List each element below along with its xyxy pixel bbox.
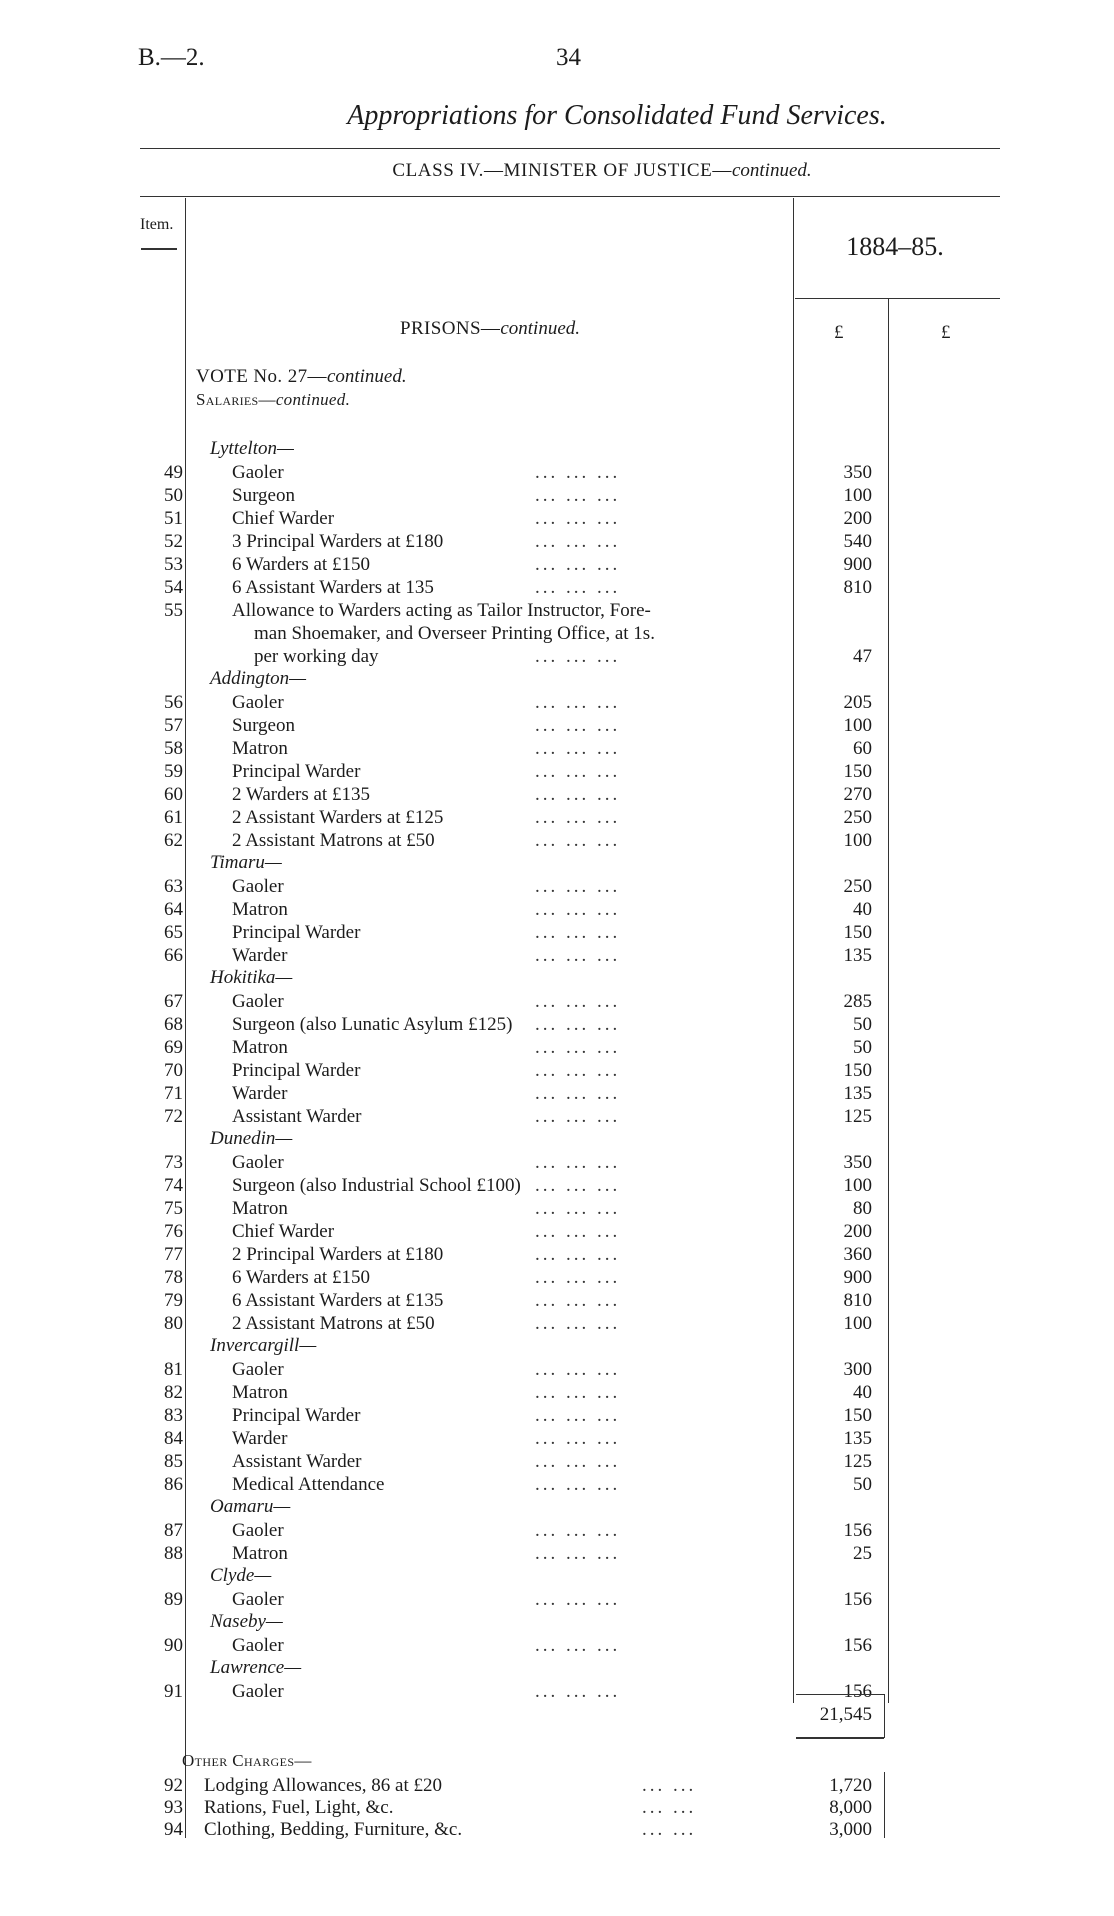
leader-dots: ... ... ...	[535, 1681, 621, 1702]
leader-dots: ... ... ...	[535, 784, 621, 805]
total-bottom-rule	[796, 1737, 884, 1739]
leader-dots: ... ... ...	[535, 991, 621, 1012]
table-row	[0, 1036, 1114, 1059]
table-row	[0, 1473, 1114, 1496]
item-description: Gaoler	[232, 1152, 284, 1173]
currency-header-2: £	[941, 322, 951, 343]
table-row	[0, 1358, 1114, 1381]
item-description: Chief Warder	[232, 508, 335, 529]
table-row	[0, 875, 1114, 898]
item-description: Gaoler	[232, 876, 284, 897]
table-row	[0, 1174, 1114, 1197]
item-amount: 135	[843, 1083, 872, 1104]
leader-dots: ... ... ...	[535, 1014, 621, 1035]
item-number: 61	[164, 807, 183, 828]
table-row	[0, 1588, 1114, 1611]
item-number: 75	[164, 1198, 183, 1219]
prison-subheading: Hokitika—	[210, 967, 293, 988]
item-number: 84	[164, 1428, 183, 1449]
item-description: Assistant Warder	[232, 1451, 362, 1472]
item-number: 78	[164, 1267, 183, 1288]
item-amount: 285	[843, 991, 872, 1012]
currency-header-1: £	[834, 322, 844, 343]
item-number: 63	[164, 876, 183, 897]
leader-dots: ... ... ...	[535, 1428, 621, 1449]
other-charges-heading: Other Charges—	[182, 1751, 312, 1770]
item-amount: 156	[843, 1635, 872, 1656]
item-amount: 200	[843, 508, 872, 529]
leader-dots: ... ... ...	[535, 531, 621, 552]
item-number: 62	[164, 830, 183, 851]
leader-dots: ... ... ...	[535, 1313, 621, 1334]
item-number: 80	[164, 1313, 183, 1334]
item-description: Gaoler	[232, 462, 284, 483]
item-number: 60	[164, 784, 183, 805]
item-amount: 900	[843, 1267, 872, 1288]
item-number: 87	[164, 1520, 183, 1541]
item-description: Allowance to Warders acting as Tailor Instructor, Fore-	[232, 600, 651, 621]
leader-dots: ... ... ...	[535, 1382, 621, 1403]
leader-dots: ... ... ...	[535, 1060, 621, 1081]
item-amount: 50	[853, 1037, 872, 1058]
table-row	[0, 1774, 1114, 1797]
leader-dots: ... ... ...	[535, 1175, 621, 1196]
item-header-dash	[141, 248, 177, 250]
table-row	[0, 1404, 1114, 1427]
item-number: 86	[164, 1474, 183, 1495]
leader-dots: ... ... ...	[535, 1589, 621, 1610]
leader-dots: ... ... ...	[535, 1198, 621, 1219]
item-amount: 150	[843, 761, 872, 782]
leader-dots: ... ... ...	[535, 1244, 621, 1265]
item-amount: 125	[843, 1451, 872, 1472]
leader-dots: ... ... ...	[535, 508, 621, 529]
item-description: 3 Principal Warders at £180	[232, 531, 444, 552]
table-row	[0, 1243, 1114, 1266]
item-description: 6 Warders at £150	[232, 554, 370, 575]
table-row	[0, 1105, 1114, 1128]
item-amount: 540	[843, 531, 872, 552]
table-row	[0, 530, 1114, 553]
page-title: Appropriations for Consolidated Fund Services.	[347, 100, 887, 131]
item-description: man Shoemaker, and Overseer Printing Office, at 1s.	[254, 623, 655, 644]
item-amount: 150	[843, 1060, 872, 1081]
section-title: PRISONS—	[399, 318, 501, 339]
leader-dots: ... ... ...	[535, 1359, 621, 1380]
vote-number: VOTE No. 27—	[196, 366, 327, 387]
table-row	[0, 760, 1114, 783]
item-description: Gaoler	[232, 1589, 284, 1610]
class-heading-main: CLASS IV.—MINISTER OF JUSTICE—	[392, 160, 732, 181]
salaries-total: 21,545	[819, 1704, 872, 1725]
table-row	[0, 622, 1114, 645]
table-row	[0, 990, 1114, 1013]
item-amount: 50	[853, 1474, 872, 1495]
item-amount: 250	[843, 807, 872, 828]
item-amount: 270	[843, 784, 872, 805]
table-row	[0, 1427, 1114, 1450]
item-description: 6 Assistant Warders at £135	[232, 1290, 444, 1311]
document-reference: B.—2.	[138, 44, 205, 71]
item-description: Gaoler	[232, 1635, 284, 1656]
prison-subheading: Invercargill—	[210, 1335, 317, 1356]
item-amount: 150	[843, 922, 872, 943]
item-description: Warder	[232, 1083, 288, 1104]
item-amount: 810	[843, 1290, 872, 1311]
item-number: 70	[164, 1060, 183, 1081]
leader-dots: ... ... ...	[535, 646, 621, 667]
prison-subheading: Naseby—	[210, 1611, 283, 1632]
item-description: Gaoler	[232, 1681, 284, 1702]
item-amount: 250	[843, 876, 872, 897]
item-description: Warder	[232, 1428, 288, 1449]
table-row	[0, 599, 1114, 622]
table-row	[0, 921, 1114, 944]
item-description: Gaoler	[232, 1359, 284, 1380]
item-amount: 40	[853, 1382, 872, 1403]
leader-dots: ... ... ...	[535, 485, 621, 506]
item-number: 58	[164, 738, 183, 759]
item-amount: 50	[853, 1014, 872, 1035]
item-amount: 350	[843, 462, 872, 483]
leader-dots: ... ...	[642, 1819, 697, 1840]
table-row	[0, 898, 1114, 921]
leader-dots: ... ... ...	[535, 1405, 621, 1426]
item-description: Matron	[232, 738, 288, 759]
item-number: 72	[164, 1106, 183, 1127]
table-row	[0, 1542, 1114, 1565]
item-description: Principal Warder	[232, 922, 361, 943]
item-amount: 360	[843, 1244, 872, 1265]
item-amount: 125	[843, 1106, 872, 1127]
item-number: 53	[164, 554, 183, 575]
prison-subheading: Oamaru—	[210, 1496, 291, 1517]
item-number: 90	[164, 1635, 183, 1656]
leader-dots: ... ... ...	[535, 577, 621, 598]
item-description: per working day	[254, 646, 379, 667]
item-number: 52	[164, 531, 183, 552]
item-amount: 900	[843, 554, 872, 575]
item-number: 65	[164, 922, 183, 943]
item-description: Lodging Allowances, 86 at £20	[204, 1775, 442, 1796]
leader-dots: ... ... ...	[535, 876, 621, 897]
section-title-continued: continued.	[500, 318, 581, 339]
item-number: 88	[164, 1543, 183, 1564]
salaries-label: Salaries—	[196, 390, 276, 409]
table-row	[0, 1818, 1114, 1841]
leader-dots: ... ... ...	[535, 462, 621, 483]
table-row	[0, 507, 1114, 530]
item-amount: 135	[843, 1428, 872, 1449]
leader-dots: ... ... ...	[535, 738, 621, 759]
item-number: 92	[164, 1775, 183, 1796]
item-amount: 150	[843, 1405, 872, 1426]
leader-dots: ... ... ...	[535, 1451, 621, 1472]
leader-dots: ... ... ...	[535, 715, 621, 736]
leader-dots: ... ... ...	[535, 1520, 621, 1541]
item-number: 81	[164, 1359, 183, 1380]
item-description: 2 Assistant Matrons at £50	[232, 830, 435, 851]
item-amount: 156	[843, 1520, 872, 1541]
table-row	[0, 1519, 1114, 1542]
class-rule	[140, 196, 1000, 197]
title-rule	[140, 148, 1000, 149]
item-amount: 300	[843, 1359, 872, 1380]
leader-dots: ... ... ...	[535, 922, 621, 943]
item-description: 2 Warders at £135	[232, 784, 370, 805]
table-row	[0, 1266, 1114, 1289]
leader-dots: ... ... ...	[535, 1635, 621, 1656]
year-rule	[795, 298, 1000, 299]
item-number: 93	[164, 1797, 183, 1818]
item-description: Surgeon (also Lunatic Asylum £125)	[232, 1014, 513, 1035]
item-amount: 3,000	[829, 1819, 872, 1840]
table-row	[0, 1013, 1114, 1036]
table-row	[0, 1197, 1114, 1220]
item-amount: 135	[843, 945, 872, 966]
item-amount: 40	[853, 899, 872, 920]
item-description: Gaoler	[232, 991, 284, 1012]
table-row	[0, 1082, 1114, 1105]
item-number: 89	[164, 1589, 183, 1610]
item-description: 6 Assistant Warders at 135	[232, 577, 434, 598]
leader-dots: ... ... ...	[535, 1037, 621, 1058]
table-row	[0, 1151, 1114, 1174]
item-description: 6 Warders at £150	[232, 1267, 370, 1288]
item-amount: 200	[843, 1221, 872, 1242]
item-number: 68	[164, 1014, 183, 1035]
item-number: 55	[164, 600, 183, 621]
item-amount: 60	[853, 738, 872, 759]
table-row	[0, 1680, 1114, 1703]
table-row	[0, 944, 1114, 967]
table-row	[0, 806, 1114, 829]
item-amount: 100	[843, 1175, 872, 1196]
item-amount: 156	[843, 1681, 872, 1702]
item-description: Chief Warder	[232, 1221, 335, 1242]
item-description: Matron	[232, 899, 288, 920]
item-description: 2 Assistant Warders at £125	[232, 807, 444, 828]
leader-dots: ... ...	[642, 1797, 697, 1818]
item-amount: 8,000	[829, 1797, 872, 1818]
table-row	[0, 1381, 1114, 1404]
leader-dots: ... ... ...	[535, 899, 621, 920]
item-number: 57	[164, 715, 183, 736]
table-row	[0, 576, 1114, 599]
item-description: Matron	[232, 1037, 288, 1058]
item-description: Gaoler	[232, 692, 284, 713]
item-number: 82	[164, 1382, 183, 1403]
item-number: 59	[164, 761, 183, 782]
item-description: Principal Warder	[232, 761, 361, 782]
table-row	[0, 645, 1114, 668]
item-description: Principal Warder	[232, 1405, 361, 1426]
item-number: 85	[164, 1451, 183, 1472]
item-number: 67	[164, 991, 183, 1012]
prison-subheading: Lawrence—	[210, 1657, 302, 1678]
table-row	[0, 691, 1114, 714]
item-number: 76	[164, 1221, 183, 1242]
item-number: 64	[164, 899, 183, 920]
vote-continued: continued.	[326, 366, 407, 387]
item-number: 51	[164, 508, 183, 529]
class-heading-continued: continued.	[731, 160, 812, 181]
item-amount: 205	[843, 692, 872, 713]
item-number: 56	[164, 692, 183, 713]
table-row	[0, 829, 1114, 852]
leader-dots: ... ... ...	[535, 761, 621, 782]
table-row	[0, 553, 1114, 576]
financial-year-header: 1884–85.	[846, 232, 944, 261]
prison-subheading: Lyttelton—	[210, 438, 294, 459]
table-row	[0, 783, 1114, 806]
section-heading	[190, 318, 790, 340]
page-number: 34	[556, 44, 581, 71]
item-amount: 100	[843, 715, 872, 736]
leader-dots: ... ... ...	[535, 830, 621, 851]
item-number: 77	[164, 1244, 183, 1265]
item-number: 66	[164, 945, 183, 966]
leader-dots: ... ... ...	[535, 1543, 621, 1564]
item-number: 73	[164, 1152, 183, 1173]
item-description: 2 Principal Warders at £180	[232, 1244, 444, 1265]
item-description: Matron	[232, 1382, 288, 1403]
item-description: Surgeon (also Industrial School £100)	[232, 1175, 521, 1196]
leader-dots: ... ... ...	[535, 1474, 621, 1495]
item-description: Assistant Warder	[232, 1106, 362, 1127]
class-heading	[0, 160, 1114, 182]
leader-dots: ... ... ...	[535, 807, 621, 828]
prison-subheading: Dunedin—	[210, 1128, 293, 1149]
table-row	[0, 1634, 1114, 1657]
leader-dots: ... ... ...	[535, 945, 621, 966]
item-description: Principal Warder	[232, 1060, 361, 1081]
item-number: 71	[164, 1083, 183, 1104]
item-number: 79	[164, 1290, 183, 1311]
table-row	[0, 1312, 1114, 1335]
item-number: 50	[164, 485, 183, 506]
table-row	[0, 737, 1114, 760]
item-number: 91	[164, 1681, 183, 1702]
leader-dots: ... ... ...	[535, 1221, 621, 1242]
salaries-continued: continued.	[275, 390, 351, 409]
table-row	[0, 1289, 1114, 1312]
other-charges-right-rule	[884, 1772, 885, 1838]
leader-dots: ... ... ...	[535, 1152, 621, 1173]
item-amount: 156	[843, 1589, 872, 1610]
item-description: Rations, Fuel, Light, &c.	[204, 1797, 394, 1818]
item-amount: 350	[843, 1152, 872, 1173]
item-description: Warder	[232, 945, 288, 966]
table-row	[0, 1450, 1114, 1473]
leader-dots: ... ... ...	[535, 554, 621, 575]
leader-dots: ... ... ...	[535, 1290, 621, 1311]
item-amount: 1,720	[829, 1775, 872, 1796]
item-amount: 100	[843, 1313, 872, 1334]
leader-dots: ... ... ...	[535, 692, 621, 713]
item-description: Surgeon	[232, 485, 295, 506]
item-description: Medical Attendance	[232, 1474, 385, 1495]
table-row	[0, 1059, 1114, 1082]
item-amount: 25	[853, 1543, 872, 1564]
item-number: 94	[164, 1819, 183, 1840]
item-description: 2 Assistant Matrons at £50	[232, 1313, 435, 1334]
prison-subheading: Clyde—	[210, 1565, 272, 1586]
item-amount: 80	[853, 1198, 872, 1219]
item-description: Matron	[232, 1198, 288, 1219]
item-number: 83	[164, 1405, 183, 1426]
item-number: 49	[164, 462, 183, 483]
item-number: 74	[164, 1175, 183, 1196]
table-row	[0, 714, 1114, 737]
table-row	[0, 1220, 1114, 1243]
total-right-rule	[884, 1694, 885, 1738]
item-amount: 100	[843, 485, 872, 506]
total-top-rule	[796, 1694, 884, 1695]
table-row	[0, 1796, 1114, 1819]
leader-dots: ... ... ...	[535, 1106, 621, 1127]
table-row	[0, 484, 1114, 507]
leader-dots: ... ...	[642, 1775, 697, 1796]
item-description: Clothing, Bedding, Furniture, &c.	[204, 1819, 463, 1840]
leader-dots: ... ... ...	[535, 1267, 621, 1288]
item-column-header: Item.	[140, 216, 174, 233]
item-amount: 810	[843, 577, 872, 598]
item-description: Surgeon	[232, 715, 295, 736]
item-description: Matron	[232, 1543, 288, 1564]
item-amount: 47	[853, 646, 872, 667]
leader-dots: ... ... ...	[535, 1083, 621, 1104]
salaries-heading	[196, 390, 350, 410]
item-description: Gaoler	[232, 1520, 284, 1541]
table-row	[0, 461, 1114, 484]
item-amount: 100	[843, 830, 872, 851]
prison-subheading: Timaru—	[210, 852, 282, 873]
vote-heading	[196, 366, 407, 388]
prison-subheading: Addington—	[210, 668, 307, 689]
item-number: 69	[164, 1037, 183, 1058]
item-number: 54	[164, 577, 183, 598]
